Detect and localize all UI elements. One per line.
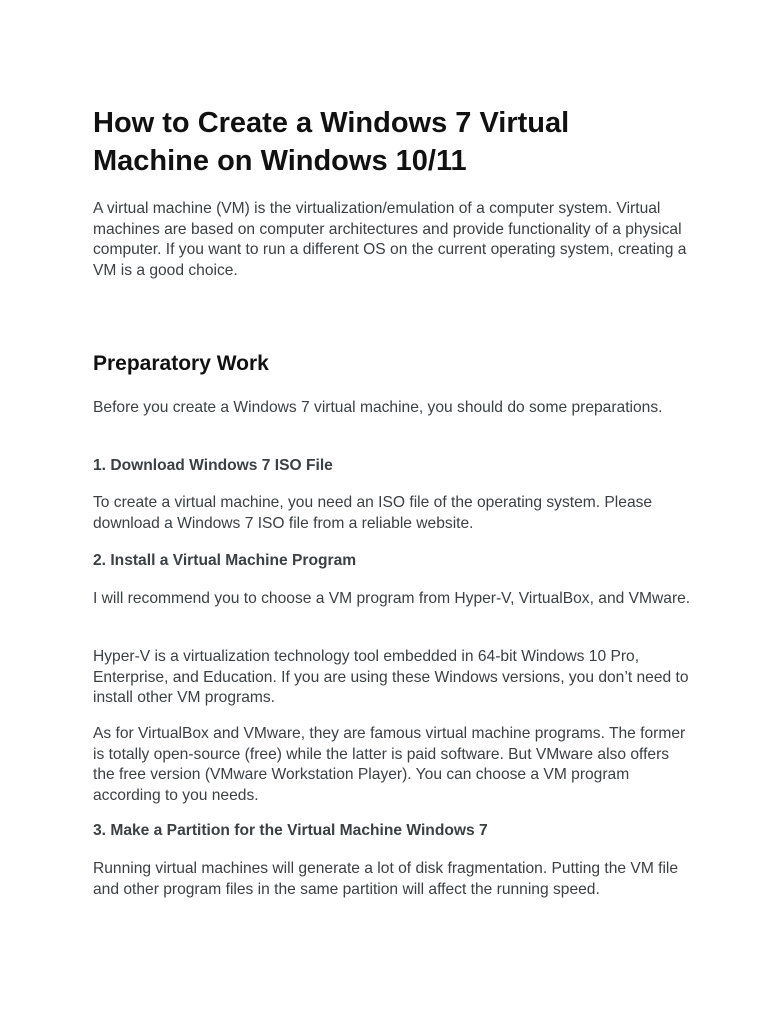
intro-paragraph: A virtual machine (VM) is the virtualization/emulation of a computer system. Virtual machines are based on computer architectures and provide functionality of a physical computer. If you want to run a different OS on the current operating system, creating a VM is a good choice. [93, 200, 687, 279]
step-1-heading: 1. Download Windows 7 ISO File [93, 457, 333, 474]
step-3-heading: 3. Make a Partition for the Virtual Machine Windows 7 [93, 822, 488, 839]
step-2-paragraph-recommend: I will recommend you to choose a VM program from Hyper-V, VirtualBox, and VMware. [93, 590, 691, 607]
article-title: How to Create a Windows 7 Virtual Machine on Windows 10/11 [93, 107, 570, 177]
section-lead-paragraph: Before you create a Windows 7 virtual machine, you should do some preparations. [93, 399, 663, 416]
step-3-paragraph: Running virtual machines will generate a lot of disk fragmentation. Putting the VM file and other program files in the same partition will affect the running speed. [93, 860, 679, 898]
step-2-paragraph-virtualbox-vmware: As for VirtualBox and VMware, they are famous virtual machine programs. The former is totally open-source (free) while the latter is paid software. But VMware also offers the free version (VMware Workstation Player). You can choose a VM program according to you needs. [93, 725, 686, 804]
step-1-paragraph: To create a virtual machine, you need an ISO file of the operating system. Please download a Windows 7 ISO file from a reliable website. [93, 494, 653, 532]
section-heading-preparatory-work: Preparatory Work [93, 352, 269, 375]
step-2-paragraph-hyper-v: Hyper-V is a virtualization technology tool embedded in 64-bit Windows 10 Pro, Enterprise, and Education. If you are using these Windows versions, you don’t need to install other VM programs. [93, 648, 689, 706]
step-2-heading: 2. Install a Virtual Machine Program [93, 552, 357, 569]
